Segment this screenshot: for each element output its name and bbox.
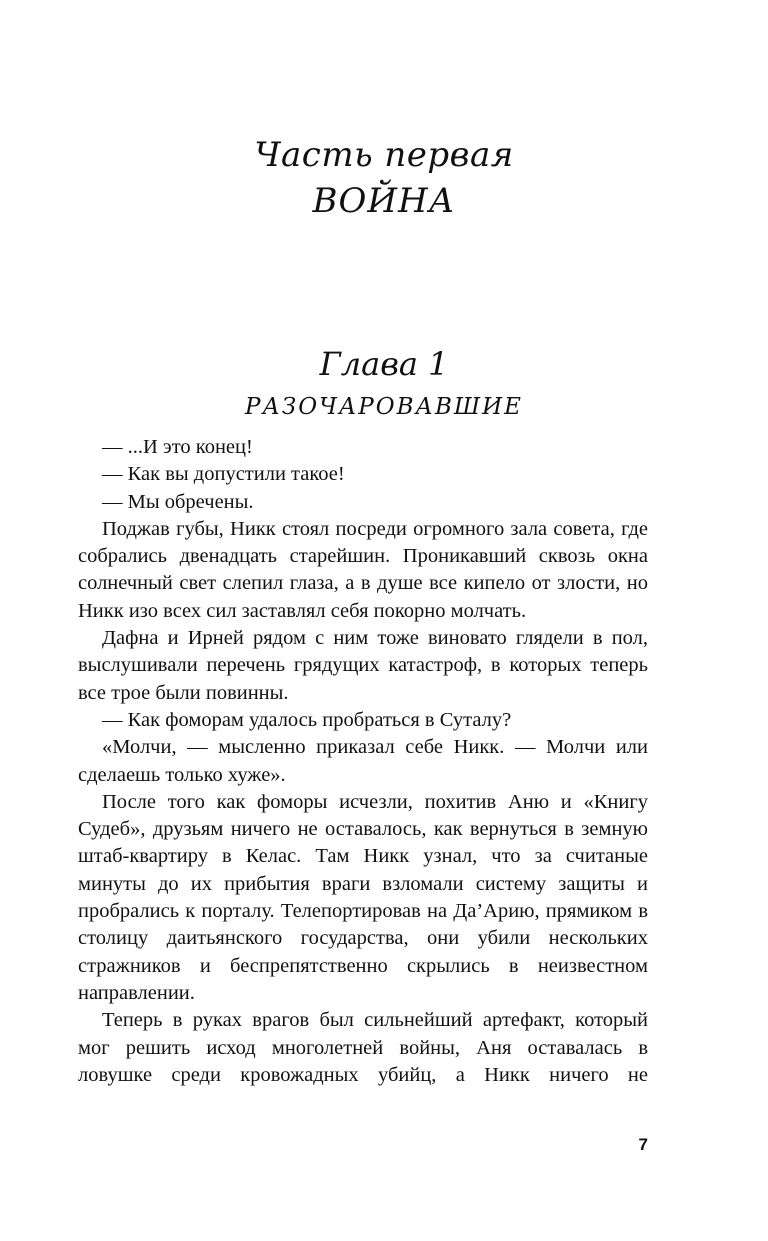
chapter-heading [0,340,768,424]
paragraph: — ...И это конец! [102,436,253,458]
chapter-number: Глава 1 [319,345,449,383]
part-label: Часть первая [254,135,514,175]
paragraph: После того как фоморы исчезли, похитив Аню и «Книгу Судеб», друзьям ничего не оставалось, как вернуться в земную штаб-квартиру в Келас. Там Никк узнал, что за считаные минуты до их прибытия враги взломали систему защиты и пробрались к порталу. Телепортировав на Да’Арию, прямиком в столицу даитьянского государства, они убили нескольких стражников и беспрепятственно скрылись в неизвестном направлении. [78,790,648,1004]
page-number: 7 [638,1135,648,1154]
paragraph: — Мы обречены. [102,490,254,513]
paragraph: «Молчи, — мысленно приказал себе Никк. — Молчи или сделаешь только хуже». [78,736,648,786]
chapter-title: РАЗОЧАРОВАВШИЕ [245,394,523,420]
part-name: ВОЙНА [312,181,456,221]
part-heading [0,132,768,224]
paragraph: — Как фоморам удалось пробраться в Суталу? [102,708,512,731]
paragraph: Поджав губы, Никк стоял посреди огромного зала совета, где собрались двенадцать старейшин. Проникавший сквозь окна солнечный свет слепил глаза, а в душе все кипело от злости, но Никк изо всех сил заставлял себя покорно молчать. [78,517,648,622]
paragraph: Дафна и Ирней рядом с ним тоже виновато глядели в пол, выслушивали перечень грядущих катастроф, в которых теперь все трое были повинны. [78,627,648,704]
paragraph: — Как вы допустили такое! [102,463,345,486]
chapter-body [78,434,648,1089]
paragraph: Теперь в руках врагов был сильнейший артефакт, который мог решить исход многолетней войны, Аня оставалась в ловушке среди кровожадных убийц, а Никк ничего не [78,1009,648,1086]
